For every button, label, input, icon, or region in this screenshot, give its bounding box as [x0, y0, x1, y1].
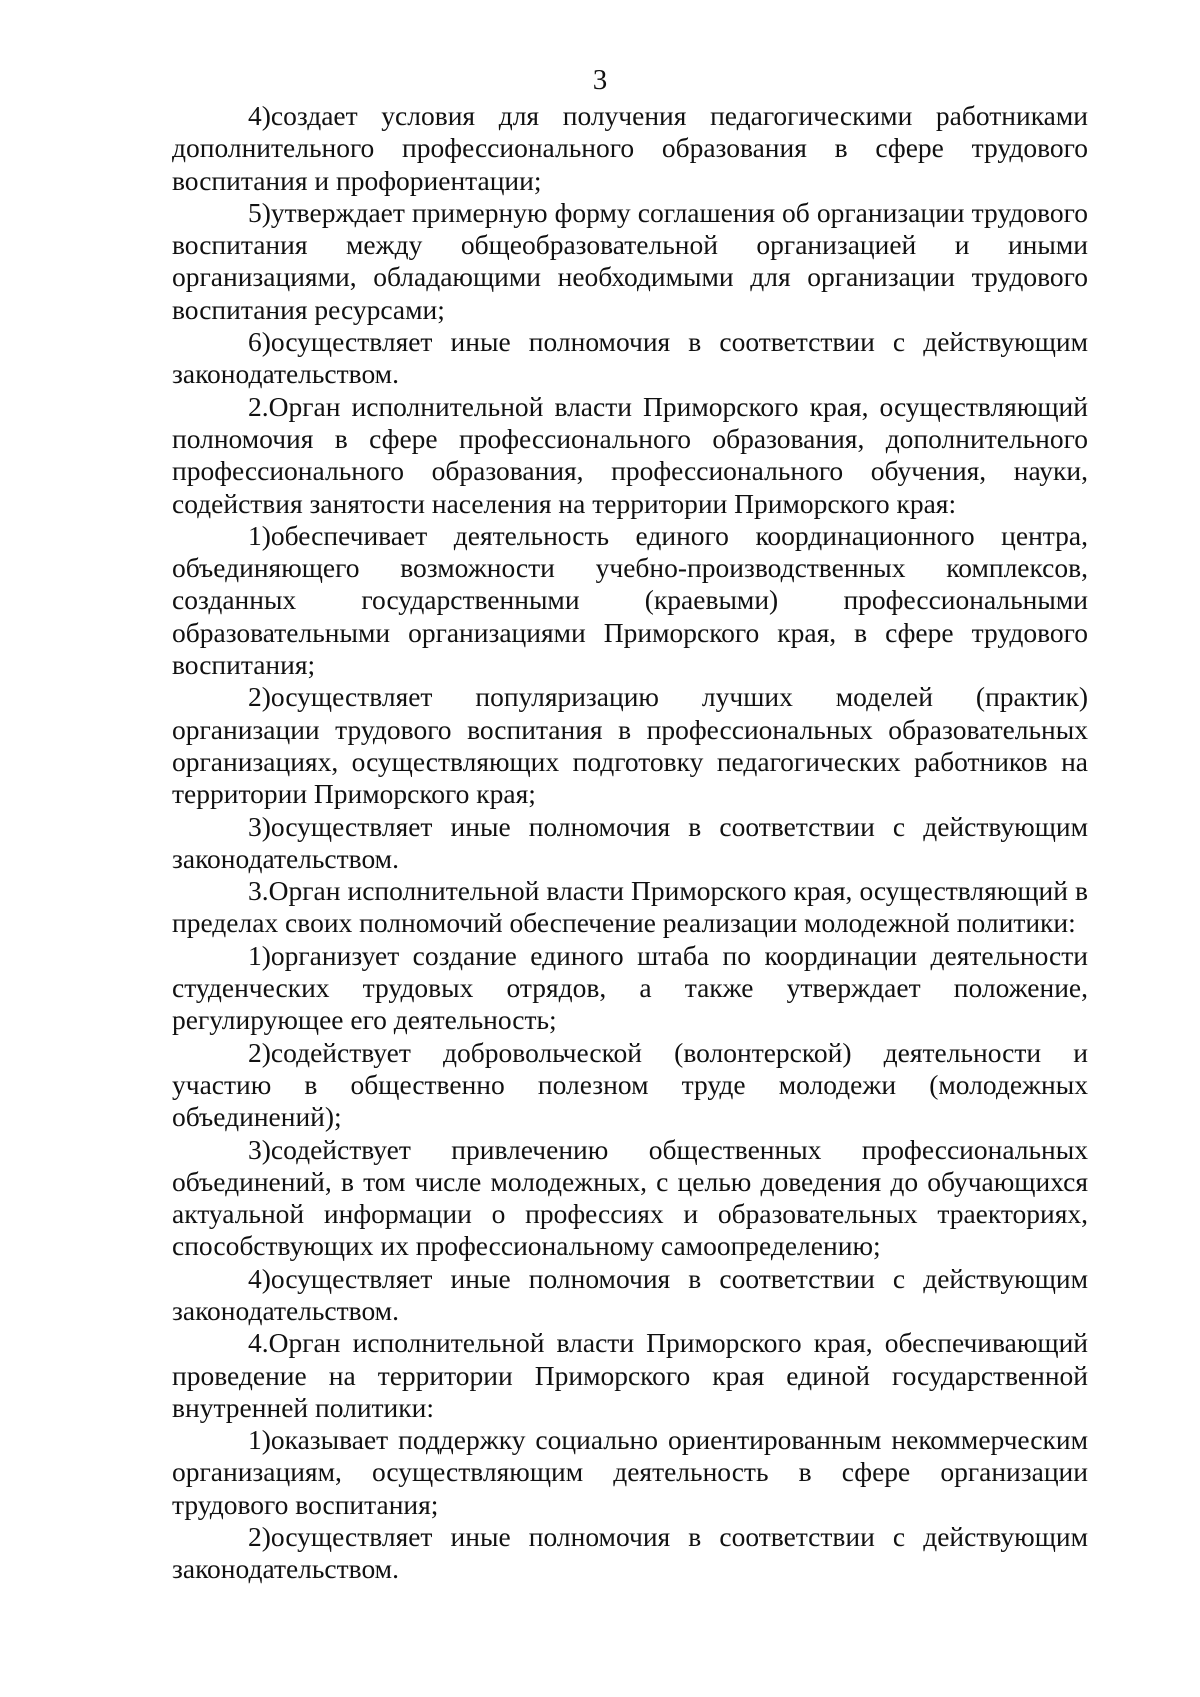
paragraph-section-4-item-2: 2)осуществляет иные полномочия в соответствии с действующим законодательством. — [172, 1521, 1088, 1585]
paragraph-item-4-conditions: 4)создает условия для получения педагогическими работниками дополнительного профессионального образования в сфере трудового воспитания и профориентации; — [172, 100, 1088, 196]
paragraph-section-3-item-4: 4)осуществляет иные полномочия в соответствии с действующим законодательством. — [172, 1262, 1088, 1326]
paragraph-item-5-agreement-form: 5)утверждает примерную форму соглашения об организации трудового воспитания между общеобразовательной организацией и иными организациями, обладающими необходимыми для организации трудового воспитания ресурсами; — [172, 196, 1088, 325]
paragraph-section-3-item-3: 3)содействует привлечению общественных профессиональных объединений, в том числе молодежных, с целью доведения до обучающихся актуальной информации о профессиях и образовательных траекториях, способствующих их профессиональному самоопределению; — [172, 1133, 1088, 1262]
paragraph-section-2-item-3: 3)осуществляет иные полномочия в соответствии с действующим законодательством. — [172, 810, 1088, 874]
page-number: 3 — [592, 64, 608, 96]
paragraph-section-2-item-1: 1)обеспечивает деятельность единого координационного центра, объединяющего возможности учебно-производственных комплексов, созданных государственными (краевыми) профессиональными образовательными организациями Приморского края, в сфере трудового воспитания; — [172, 519, 1088, 681]
paragraph-section-4-item-1: 1)оказывает поддержку социально ориентированным некоммерческим организациям, осуществляющим деятельность в сфере организации трудового воспитания; — [172, 1424, 1088, 1520]
paragraph-section-4-internal-policy: 4.Орган исполнительной власти Приморского края, обеспечивающий проведение на территории Приморского края единой государственной внутренней политики: — [172, 1327, 1088, 1423]
paragraph-section-2-item-2: 2)осуществляет популяризацию лучших моделей (практик) организации трудового воспитания в профессиональных образовательных организациях, осуществляющих подготовку педагогических работников на территории Приморского края; — [172, 681, 1088, 810]
paragraph-section-3-youth-policy: 3.Орган исполнительной власти Приморского края, осуществляющий в пределах своих полномочий обеспечение реализации молодежной политики: — [172, 875, 1088, 939]
paragraph-item-6-other-powers: 6)осуществляет иные полномочия в соответствии с действующим законодательством. — [172, 326, 1088, 390]
document-body — [172, 100, 1088, 1586]
paragraph-section-3-item-1: 1)организует создание единого штаба по координации деятельности студенческих трудовых отрядов, а также утверждает положение, регулирующее его деятельность; — [172, 939, 1088, 1036]
paragraph-section-2-professional-education: 2.Орган исполнительной власти Приморского края, осуществляющий полномочия в сфере профессионального образования, дополнительного профессионального образования, профессионального обучения, науки, содействия занятости населения на территории Приморского края: — [172, 390, 1088, 519]
paragraph-section-3-item-2: 2)содействует добровольческой (волонтерской) деятельности и участию в общественно полезном труде молодежи (молодежных объединений); — [172, 1036, 1088, 1133]
